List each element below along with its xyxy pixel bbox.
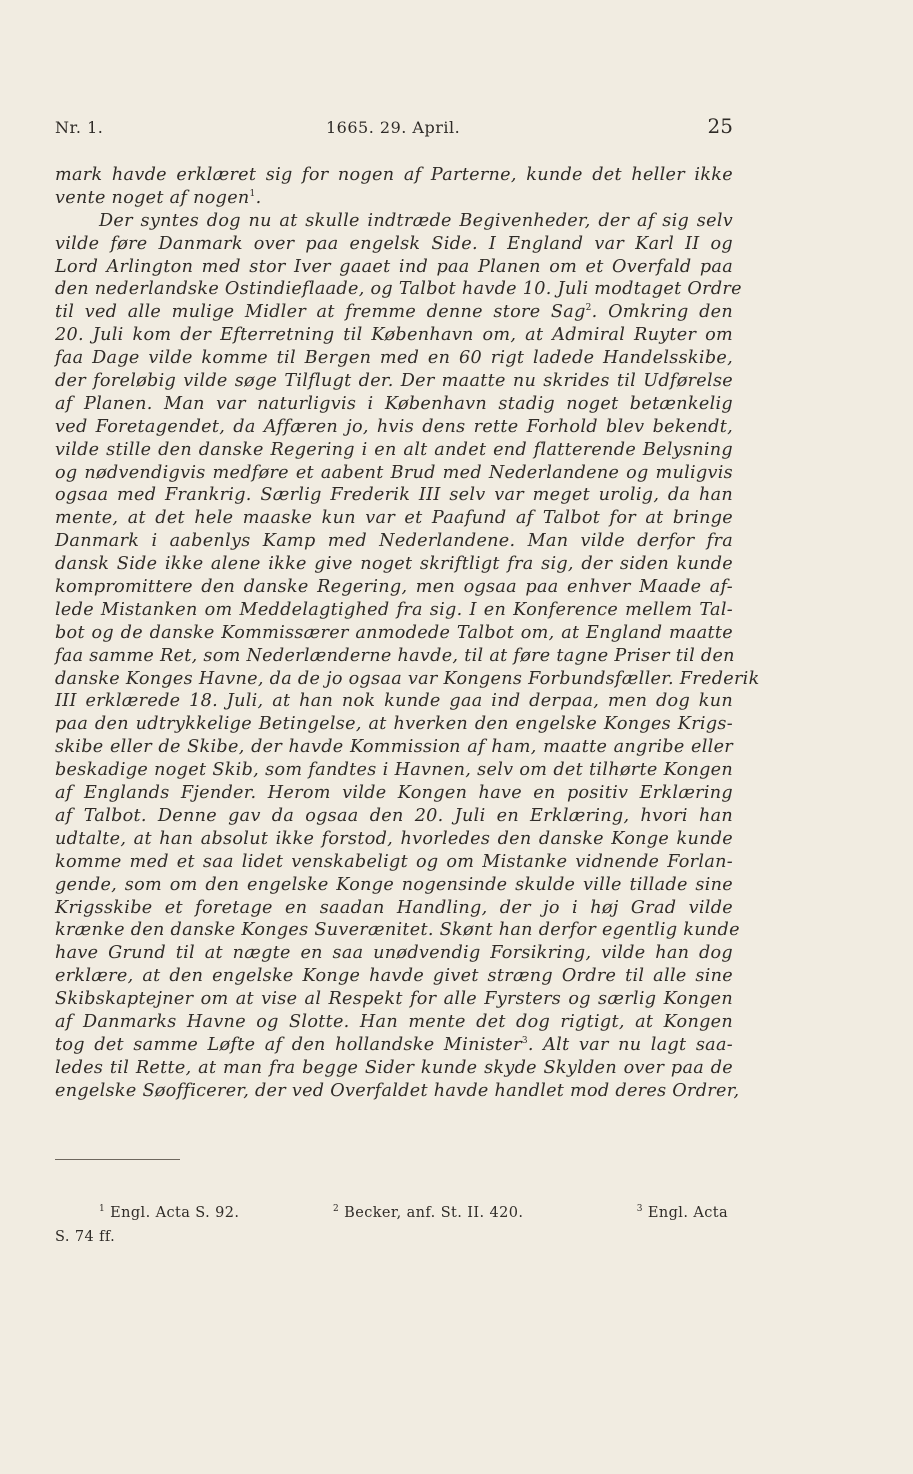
footnotes xyxy=(55,1201,728,1249)
footnote-ref: 2 xyxy=(585,303,592,314)
footnote-3: $^3$ Engl. Acta xyxy=(636,1204,728,1221)
footnote-ref: 3 xyxy=(521,1035,528,1046)
text-line: bot og de danske Kommissærer anmodede Talbot om, at England maatte xyxy=(55,622,733,643)
text-line: ved Foretagendet, da Affæren jo, hvis dens rette Forhold blev bekendt, xyxy=(55,416,733,437)
footnote-row xyxy=(55,1225,728,1249)
text-line: udtalte, at han absolut ikke forstod, hvorledes den danske Konge kunde xyxy=(55,828,733,849)
footnote-row xyxy=(55,1201,728,1225)
text-line: beskadige noget Skib, som fandtes i Havnen, selv om det tilhørte Kongen xyxy=(55,760,733,781)
text-line: krænke den danske Konges Suverænitet. Skønt han derfor egentlig kunde xyxy=(55,920,740,941)
text-line: engelske Søofficerer, der ved Overfaldet havde handlet mod deres Ordrer, xyxy=(55,1080,740,1101)
text-line: kompromittere den danske Regering, men ogsaa paa enhver Maade af- xyxy=(55,577,733,598)
text-line: vilde føre Danmark over paa engelsk Side. I England var Karl II og xyxy=(55,233,733,254)
text-line: lede Mistanken om Meddelagtighed fra sig. I en Konference mellem Tal- xyxy=(55,599,733,620)
text-line: gende, som om den engelske Konge nogensinde skulde ville tillade sine xyxy=(55,874,733,895)
text-line: paa den udtrykkelige Betingelse, at hverken den engelske Konges Krigs- xyxy=(55,714,733,735)
footnote-1: $^1$ Engl. Acta S. 92. xyxy=(99,1204,240,1221)
text-line: af Planen. Man var naturligvis i København stadig noget betænkelig xyxy=(55,393,733,414)
footnote-2: $^2$ Becker, anf. St. II. 420. xyxy=(333,1204,524,1221)
text-line: Krigsskibe et foretage en saadan Handling, der jo i høj Grad vilde xyxy=(55,897,733,918)
text-line: af Talbot. Denne gav da ogsaa den 20. Juli en Erklæring, hvori han xyxy=(55,805,733,826)
text-line: tog det samme Løfte af den hollandske Minister$^3$. Alt var nu lagt saa- xyxy=(55,1034,733,1055)
text-line: og nødvendigvis medføre et aabent Brud med Nederlandene og muligvis xyxy=(55,462,733,483)
text-line: III erklærede 18. Juli, at han nok kunde gaa ind derpaa, men dog kun xyxy=(55,691,733,712)
text-line: Lord Arlington med stor Iver gaaet ind paa Planen om et Overfald paa xyxy=(55,256,733,277)
text-line: dansk Side ikke alene ikke give noget skriftligt fra sig, der siden kunde xyxy=(55,554,733,575)
footnote-ref: 1 xyxy=(249,189,256,200)
footnote-3-continuation: S. 74 ff. xyxy=(55,1229,116,1245)
text-line: have Grund til at nægte en saa unødvendig Forsikring, vilde han dog xyxy=(55,943,733,964)
running-header xyxy=(55,116,733,142)
text-line: af Danmarks Havne og Slotte. Han mente det dog rigtigt, at Kongen xyxy=(55,1011,733,1032)
text-line: Skibskaptejner om at vise al Respekt for alle Fyrsters og særlig Kongen xyxy=(55,989,733,1010)
text-line: vente noget af nogen$^1$. xyxy=(55,187,262,208)
text-line: ledes til Rette, at man fra begge Sider kunde skyde Skylden over paa de xyxy=(55,1057,733,1078)
text-line: den nederlandske Ostindieflaade, og Talbot havde 10. Juli modtaget Ordre xyxy=(55,279,742,300)
text-line: faa samme Ret, som Nederlænderne havde, til at føre tagne Priser til den xyxy=(55,645,735,666)
text-line: 20. Juli kom der Efterretning til København om, at Admiral Ruyter om xyxy=(55,325,733,346)
page-number: 25 xyxy=(707,114,733,138)
text-line: mente, at det hele maaske kun var et Paafund af Talbot for at bringe xyxy=(55,508,733,529)
text-line: vilde stille den danske Regering i en alt andet end flatterende Belysning xyxy=(55,439,733,460)
text-line: komme med et saa lidet venskabeligt og om Mistanke vidnende Forlan- xyxy=(55,851,733,872)
paragraph-start-line: Der syntes dog nu at skulle indtræde Begivenheder, der af sig selv xyxy=(99,210,733,231)
text-line: faa Dage vilde komme til Bergen med en 60 rigt ladede Handelsskibe, xyxy=(55,348,733,369)
main-text xyxy=(55,164,760,1103)
text-line: Danmark i aabenlys Kamp med Nederlandene. Man vilde derfor fra xyxy=(55,531,733,552)
issue-number: Nr. 1. xyxy=(55,118,104,137)
text-line: skibe eller de Skibe, der havde Kommission af ham, maatte angribe eller xyxy=(55,737,733,758)
text-line: mark havde erklæret sig for nogen af Parterne, kunde det heller ikke xyxy=(55,165,733,185)
footnote-divider xyxy=(55,1159,180,1160)
text-line: af Englands Fjender. Herom vilde Kongen have en positiv Erklæring xyxy=(55,783,733,804)
text-line: erklære, at den engelske Konge havde givet stræng Ordre til alle sine xyxy=(55,966,733,987)
text-line: ogsaa med Frankrig. Særlig Frederik III selv var meget urolig, da han xyxy=(55,485,733,506)
text-line: der foreløbig vilde søge Tilflugt der. Der maatte nu skrides til Udførelse xyxy=(55,371,733,392)
running-date: 1665. 29. April. xyxy=(326,118,461,137)
text-line: til ved alle mulige Midler at fremme denne store Sag$^2$. Omkring den xyxy=(55,302,733,323)
text-line: danske Konges Havne, da de jo ogsaa var Kongens Forbundsfæller. Frederik xyxy=(55,668,760,689)
